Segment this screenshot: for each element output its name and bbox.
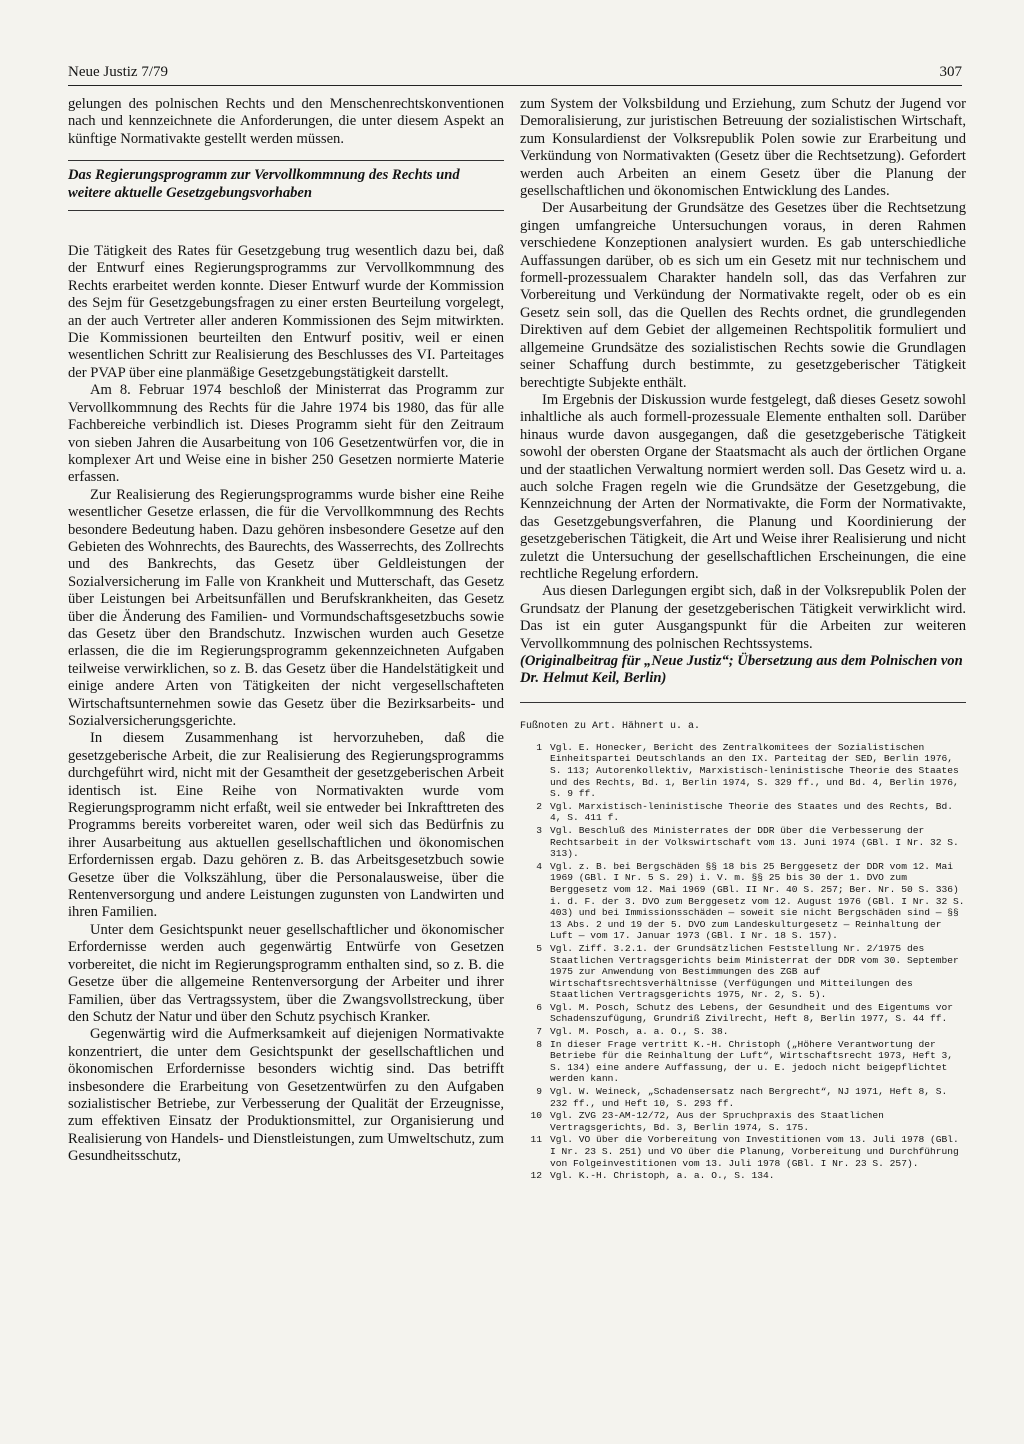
section-heading-box [68,160,504,211]
footnote-number: 10 [530,1110,542,1122]
footnote-number: 6 [536,1001,542,1013]
footnote-number: 4 [536,860,542,872]
footnote [520,1134,966,1169]
footnote-number: 12 [530,1170,542,1182]
footnote-number: 2 [536,800,542,812]
footnote [520,861,966,942]
footnote [520,825,966,860]
body-paragraph: zum System der Volksbildung und Erziehung, zum Schutz der Jugend vor Demoralisierung, zur juristischen Betreuung der sozialistischen Wirtschaft, zum Konsulardienst der Volksrepublik Polen sowie zur Erarbeitung und Verkündung von Normativakten (Gesetz über die Rechtsetzung). Gefordert werden auch Arbeiten an einem Gesetz über die Planung der gesellschaftlichen und ökonomischen Entwicklung des Landes. [520,96,966,200]
footnote [520,1039,966,1085]
attribution-note: (Originalbeitrag für „Neue Justiz“; Übersetzung aus dem Polnischen von Dr. Helmut Keil, Berlin) [520,653,963,687]
footnotes-title: Fußnoten zu Art. Hähnert u. a. [520,720,701,732]
footnote-number: 5 [536,942,542,954]
body-paragraph: Aus diesen Darlegungen ergibt sich, daß in der Volksrepublik Polen der Grundsatz der Planung der gesetzgeberischen Tätigkeit verwirklicht wird. Das ist ein guter Ausgangspunkt für die Arbeiten zur weiteren Vervollkommnung des polnischen Rechtssystems. [520,583,966,652]
body-paragraph: Zur Realisierung des Regierungsprogramms wurde bisher eine Reihe wesentlicher Gesetze erlassen, die für die Vervollkommnung des Rechts besondere Bedeutung haben. Dazu gehören insbesondere Gesetze auf den Gebieten des Wohnrechts, des Baurechts, des Wasserrechts, des Zollrechts und des Bankrechts, das Gesetz über Geldleistungen der Sozialversicherung im Falle von Krankheit und Mutterschaft, das Gesetz über Leistungen bei Arbeitsunfällen und Berufskrankheiten, das Gesetz über die Änderung des Familien- und Vormundschaftsgesetzbuchs sowie das Gesetz über den Brandschutz. Inzwischen wurden auch Gesetze erlassen, die die im Regierungsprogramm gekennzeichneten Aufgaben teilweise verwirklichen, so z. B. das Gesetz über die Handelstätigkeit und einige andere Arten von Tätigkeiten der nicht vergesellschafteten Wirtschaftsunternehmen sowie das Gesetz über die Bezirksarbeits- und Sozialversicherungsgerichte. [68,486,504,729]
footnote [520,1002,966,1025]
page-number: 307 [939,64,962,80]
footnote-number: 3 [536,824,542,836]
body-paragraph: Im Ergebnis der Diskussion wurde festgelegt, daß dieses Gesetz sowohl inhaltliche als auch formell-prozessuale Elemente enthalten soll. Darüber hinaus wurde davon ausgegangen, daß die gesetzgeberische Tätigkeit sowohl der obersten Organe der Staatsmacht als auch der örtlichen Organe und der staatlichen Verwaltung normiert werden soll. Das Gesetz wird u. a. auch solche Fragen regeln wie die Grundsätze der Gesetzgebung, die Kennzeichnung der Arten der Normativakte, die Form der Normativakte, das Gesetzgebungsverfahren, die Planung und Koordinierung der gesetzgeberischen Tätigkeit, die Art und Weise ihrer Realisierung und nicht zuletzt die Untersuchung der gesellschaftlichen Erscheinungen, die eine rechtliche Regelung erfordern. [520,391,966,582]
right-column [520,96,966,1183]
footnote [520,943,966,1001]
footnote-text: Vgl. M. Posch, a. a. O., S. 38. [550,1026,729,1038]
footnote-number: 9 [536,1086,542,1098]
section-heading: Das Regierungsprogramm zur Vervollkommnung des Rechts und weitere aktuelle Gesetzgebungsvorhaben [68,167,460,201]
footnotes-list [520,742,966,1182]
body-paragraph: Gegenwärtig wird die Aufmerksamkeit auf diejenigen Normativakte konzentriert, die unter dem Gesichtspunkt der gesellschaftlichen und ökonomischen Erfordernisse besonders wichtig sind. Das betrifft insbesondere die Erarbeitung von Gesetzentwürfen zu den Aufgaben sozialistischer Betriebe, zur Verbesserung der Qualität der Erzeugnisse, zum effektiven Einsatz der Produktionsmittel, zur Organisierung und Realisierung von Handels- und Dienstleistungen, zum Umweltschutz, zum Gesundheitsschutz, [68,1026,504,1165]
footnote [520,1170,966,1182]
footnote-text: Vgl. E. Honecker, Bericht des Zentralkomitees der Sozialistischen Einheitspartei Deutschlands an den IX. Parteitag der SED, Berlin 1976, S. 113; Autorenkollektiv, Marxistisch-leninistische Theorie des Staates und des Rechts, Bd. 1, Berlin 1974, S. 329 ff., und Bd. 4, Berlin 1976, S. 9 ff. [550,741,959,800]
footnote-number: 11 [530,1134,542,1146]
journal-issue: Neue Justiz 7/79 [68,64,168,80]
footnote-divider [520,702,966,703]
footnote-text: Vgl. K.-H. Christoph, a. a. O., S. 134. [550,1170,775,1182]
footnote-text: Vgl. W. Weineck, „Schadensersatz nach Bergrecht“, NJ 1971, Heft 8, S. 232 ff., und Heft 10, S. 293 ff. [550,1086,948,1109]
footnote-text: Vgl. ZVG 23-AM-12/72, Aus der Spruchpraxis des Staatlichen Vertragsgerichts, Bd. 3, Berlin 1974, S. 175. [550,1110,884,1133]
footnote-number: 8 [536,1038,542,1050]
intro-paragraph: gelungen des polnischen Rechts und den Menschenrechtskonventionen nach und kennzeichnete die Anforderungen, die unter diesem Aspekt an künftige Normativakte gestellt werden müssen. [68,96,504,147]
footnote-text: Vgl. Beschluß des Ministerrates der DDR über die Verbesserung der Rechtsarbeit in der Volkswirtschaft vom 13. Juni 1974 (GBl. I Nr. 32 S. 313). [550,824,959,860]
footnote-text: Vgl. VO über die Vorbereitung von Investitionen vom 13. Juli 1978 (GBl. I Nr. 23 S. 251) und VO über die Planung, Vorbereitung und Durchführung von Folgeinvestitionen vom 13. Juli 1978 (GBl. I Nr. 23 S. 257). [550,1134,959,1169]
footnote [520,801,966,824]
footnote-text: Vgl. Ziff. 3.2.1. der Grundsätzlichen Feststellung Nr. 2/1975 des Staatlichen Vertragsgerichts beim Ministerrat der DDR vom 30. September 1975 zur Anwendung von Bestimmungen des ZGB auf Wirtschaftsrechtsverhältnisse (Verfügungen und Mitteilungen des Staatlichen Vertragsgerichts 1975, Nr. 2, S. 5). [550,942,959,1001]
page-header [68,64,962,86]
left-column [68,96,504,1166]
footnote-text: Vgl. z. B. bei Bergschäden §§ 18 bis 25 Berggesetz der DDR vom 12. Mai 1969 (GBl. I Nr. 5 S. 29) i. V. m. §§ 25 bis 30 der 1. DVO zum Berggesetz vom 12. Mai 1969 (GBl. II Nr. 40 S. 257; Ber. Nr. 50 S. 336) i. d. F. der 3. DVO zum Berggesetz vom 12. August 1976 (GBl. I Nr. 32 S. 403) und bei Immissionsschäden — soweit sie nicht Bergschäden sind — §§ 13 Abs. 2 und 19 der 5. DVO zum Landeskulturgesetz — Reinhaltung der Luft — vom 17. Januar 1973 (GBl. I Nr. 18 S. 157). [550,860,965,942]
footnote-text: Vgl. M. Posch, Schutz des Lebens, der Gesundheit und des Eigentums vor Schadenszufügung, Grundriß Zivilrecht, Heft 8, Berlin 1977, S. 44 ff. [550,1001,954,1025]
footnote [520,742,966,800]
footnote-text: Vgl. Marxistisch-leninistische Theorie des Staates und des Rechts, Bd. 4, S. 411 f. [550,800,954,824]
footnote [520,1110,966,1133]
body-paragraph: In diesem Zusammenhang ist hervorzuheben, daß die gesetzgeberische Arbeit, die zur Realisierung des Regierungsprogramms durchgeführt wird, nicht mit der Gesamtheit der gesetzgeberischen Arbeit identisch ist. Eine Reihe von Normativakten wurde vom Regierungsprogramm nicht erfaßt, weil sie entweder bei Inkrafttreten des Programms bereits vorbereitet waren, oder weil sich das Bedürfnis zu ihrer Ausarbeitung aus aktuellen gesellschaftlichen und ökonomischen Erfordernissen ergab. Dazu gehören z. B. das Arbeitsgesetzbuch sowie Gesetze über die Volkszählung, über die Personalausweise, über die Rentenversorgung und andere Leistungen zugunsten von Landwirten und ihren Familien. [68,730,504,921]
footnote-text: In dieser Frage vertritt K.-H. Christoph („Höhere Verantwortung der Betriebe für die Reinhaltung der Luft“, Wirtschaftsrecht 1973, Heft 3, S. 134) eine andere Auffassung, der u. E. jedoch nicht beigepflichtet werden kann. [550,1038,954,1085]
body-paragraph: Am 8. Februar 1974 beschloß der Ministerrat das Programm zur Vervollkommnung des Rechts für die Jahre 1974 bis 1980, das für alle Fachbereiche verbindlich ist. Dieses Programm sieht für den Zeitraum von sieben Jahren die Ausarbeitung von 106 Gesetzentwürfen vor, die in komplexer Art und Weise eine in bisher 250 Gesetzen normierte Materie erfassen. [68,382,504,486]
footnote [520,1086,966,1109]
footnote-number: 1 [536,741,542,753]
footnote [520,1026,966,1038]
body-paragraph: Der Ausarbeitung der Grundsätze des Gesetzes über die Rechtsetzung gingen umfangreiche Untersuchungen voraus, in deren Rahmen verschiedene Konzeptionen analysiert wurden. Es gab unterschiedliche Auffassungen darüber, ob es sich um ein Gesetz mit nur technischem und formell-prozessualem Charakter handeln soll, das das Verfahren zur Vorbereitung und Verkündung der Normativakte regelt, oder ob es ein Gesetz sein soll, das die Quellen des Rechts ordnet, die grundlegenden Direktiven auf dem Gebiet der allgemeinen Rechtspolitik formuliert und allgemeine Grundsätze des sozialistischen Rechts sowie die Grundlagen seiner Schaffung durch bestimmte, zu gesetzgeberischer Tätigkeit berechtigte Subjekte enthält. [520,200,966,391]
footnote-number: 7 [536,1026,542,1038]
body-paragraph: Unter dem Gesichtspunkt neuer gesellschaftlicher und ökonomischer Erfordernisse werden auch gegenwärtig Entwürfe von Gesetzen vorbereitet, die nicht im Regierungsprogramm enthalten sind, so z. B. die Gesetze über die allgemeine Rentenversorgung der Arbeiter und ihrer Familien, über das Vertragssystem, über die Zwangsvollstreckung, über den Schutz der Natur und über den Schutz psychisch Kranker. [68,921,504,1025]
body-paragraph: Die Tätigkeit des Rates für Gesetzgebung trug wesentlich dazu bei, daß der Entwurf eines Regierungsprogramms zur Vervollkommnung des Rechts erarbeitet werden konnte. Dieser Entwurf wurde der Kommission des Sejm für Gesetzgebungsfragen zu einer ersten Beurteilung vorgelegt, an der auch Vertreter aller anderen Kommissionen des Sejm mitwirkten. Die Kommissionen beurteilten den Entwurf positiv, weil er einen wesentlichen Schritt zur Realisierung des Beschlusses des VI. Parteitages der PVAP über eine planmäßige Gesetzgebungstätigkeit darstellt. [68,243,504,381]
